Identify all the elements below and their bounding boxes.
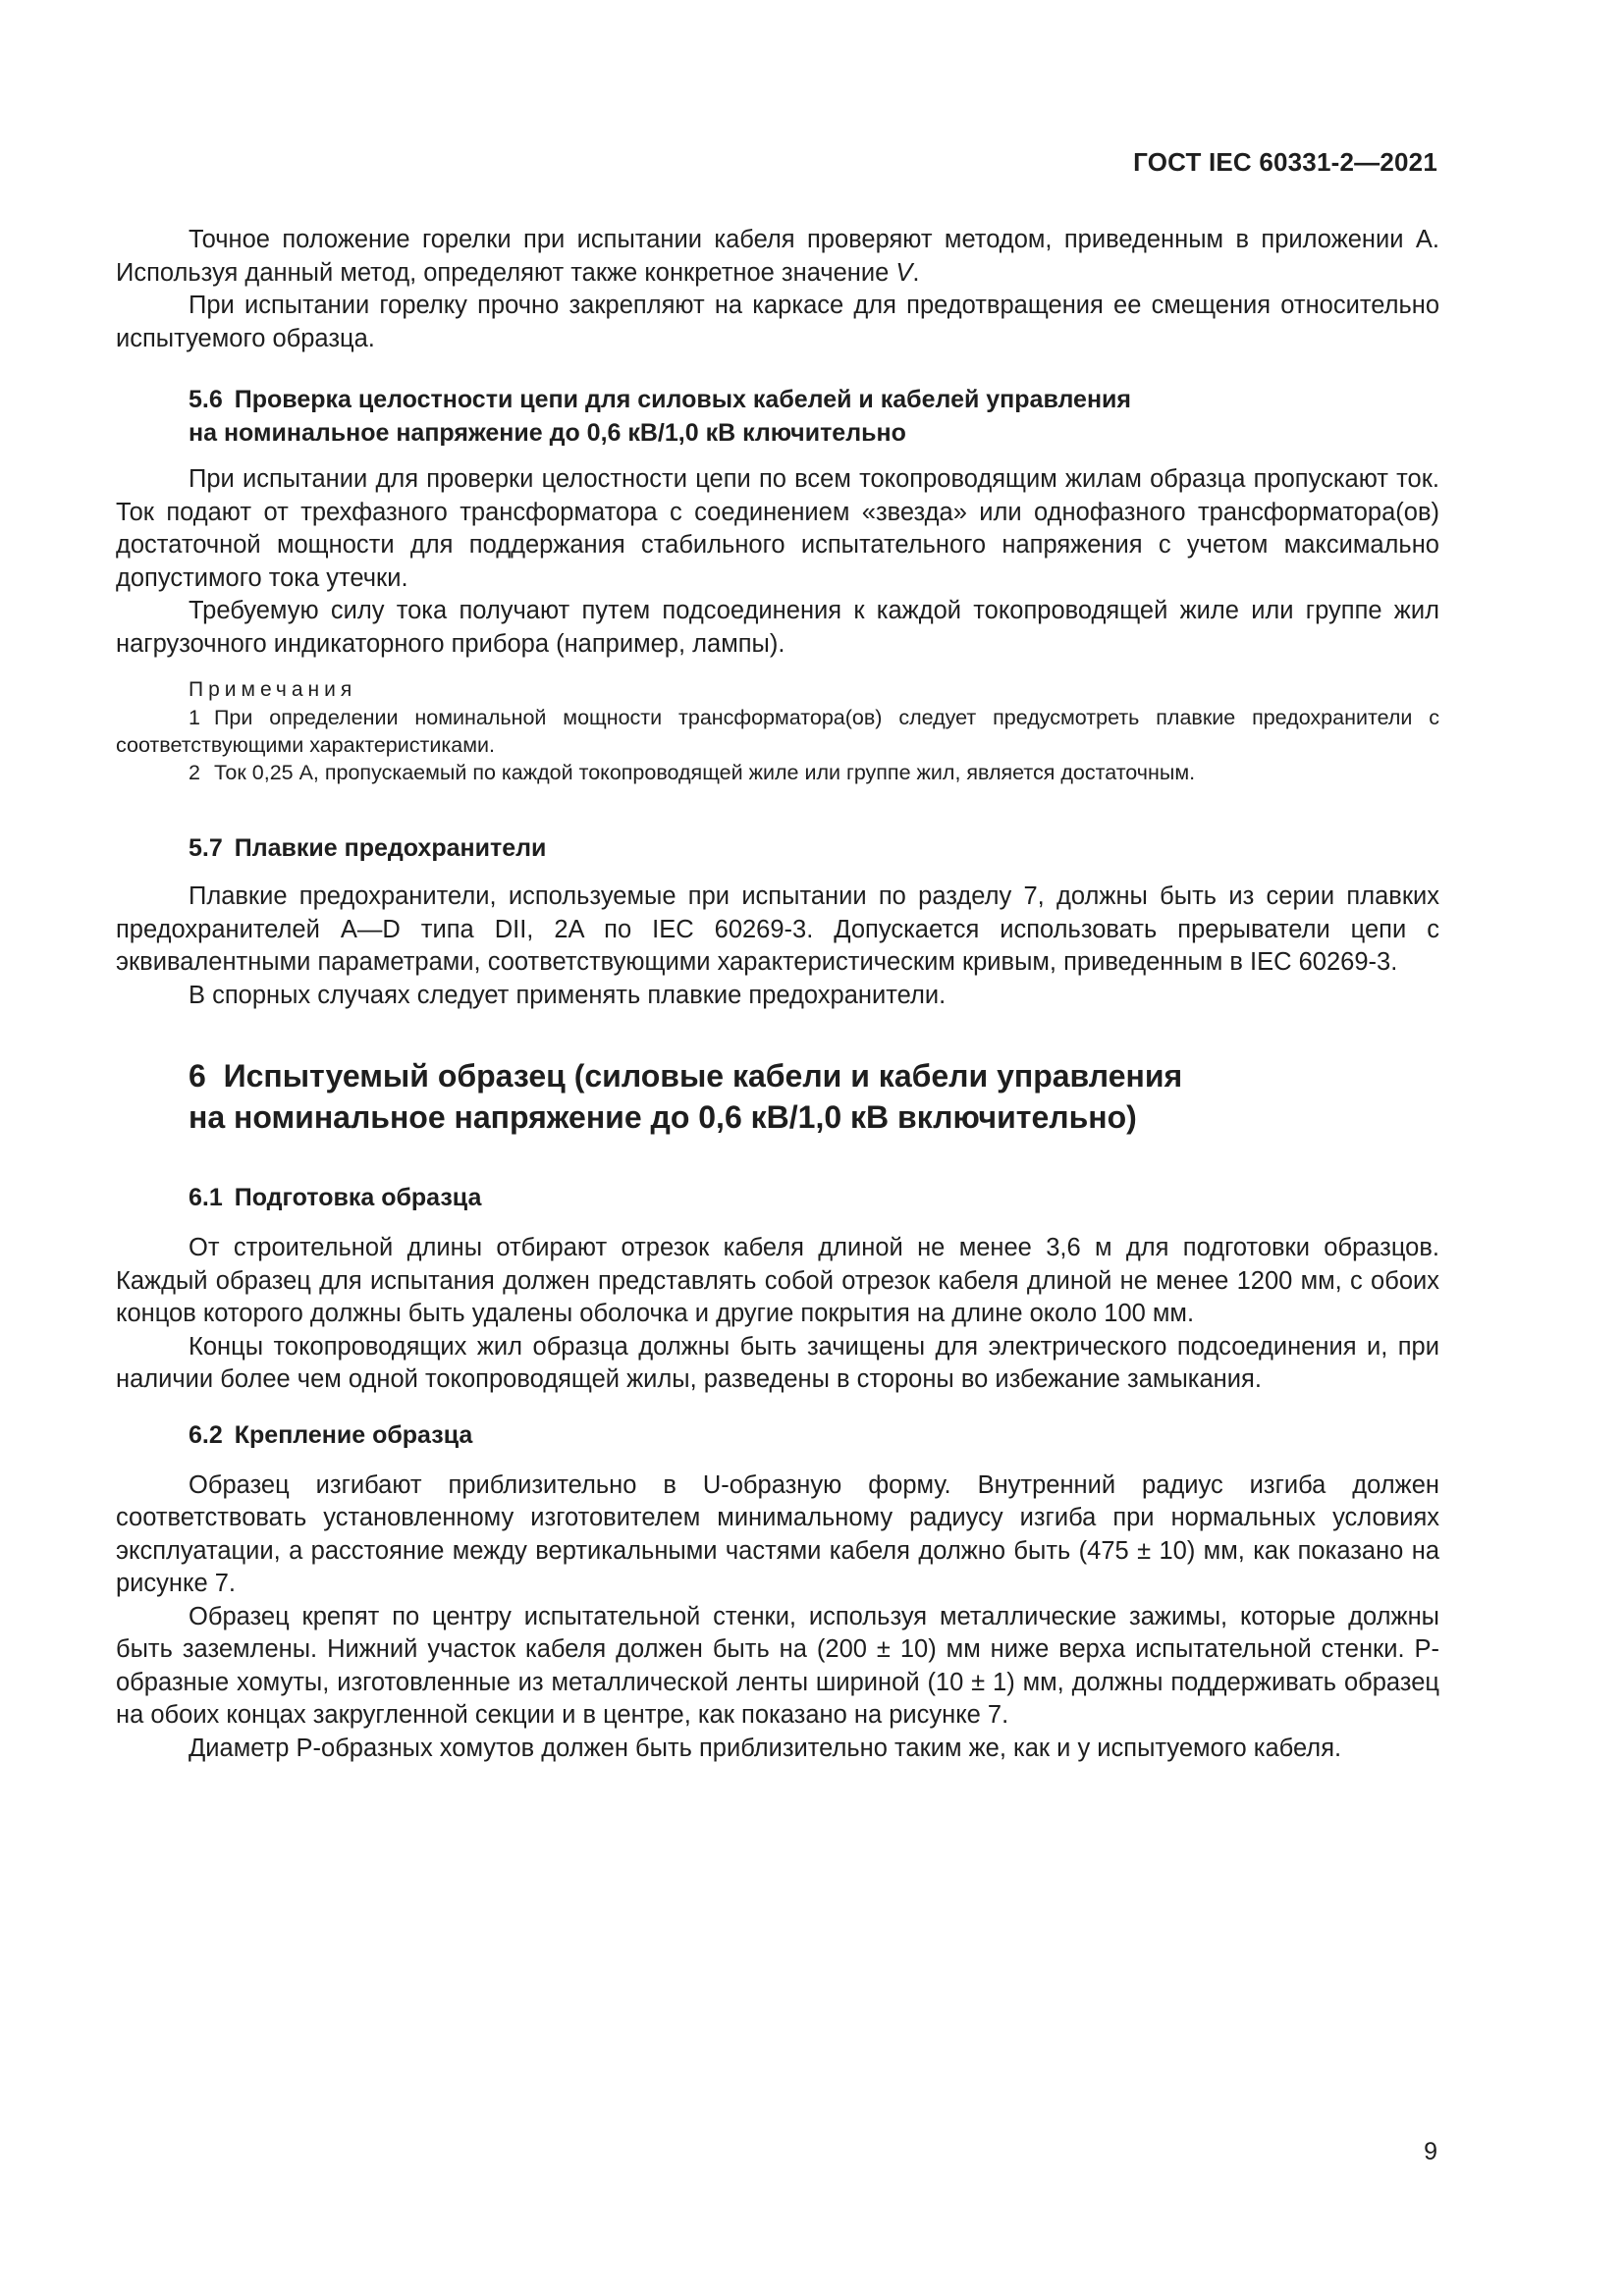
document-id-header: ГОСТ IEC 60331-2—2021 (1133, 147, 1437, 177)
intro-paragraph-2: При испытании горелку прочно закрепляют на каркасе для предотвращения ее смещения относительно испытуемого образца. (116, 292, 1439, 352)
page-number: 9 (1424, 2138, 1437, 2165)
notes-heading: Примечания (189, 678, 357, 701)
section-5-7-number: 5.7 (189, 834, 223, 862)
section-6-1-number: 6.1 (189, 1184, 223, 1211)
section-5-7-heading (116, 831, 1439, 865)
note-1 (116, 704, 1439, 759)
note-1-text: При определении номинальной мощности трансформатора(ов) следует предусмотреть плавкие предохранители с соответствующими характеристиками. (116, 706, 1439, 757)
section-6-title-line2: на номинальное напряжение до 0,6 кВ/1,0 кВ включительно) (189, 1099, 1137, 1135)
section-5-6-title-line2: на номинальное напряжение до 0,6 кВ/1,0 кВ ключительно (189, 419, 906, 447)
section-5-7-paragraph-1: Плавкие предохранители, используемые при испытании по разделу 7, должны быть из серии плавких предохранителей A—D типа DII, 2A по IEC 60269-3. Допускается использовать прерыватели цепи с эквивалентными параметрами, соответствующими характеристическим кривым, приведенным в IEC 60269-3. (116, 882, 1439, 976)
section-6-2-title: Крепление образца (234, 1420, 473, 1449)
intro-p1-text: Точное положение горелки при испытании кабеля проверяют методом, приведенным в приложении А. Используя данный метод, определяют также конкретное значение (116, 226, 1439, 287)
section-6-2-paragraph-2: Образец крепят по центру испытательной стенки, используя металлические зажимы, которые должны быть заземлены. Нижний участок кабеля должен быть на (200 ± 10) мм ниже верха испытательной стенки. Р-образные хомуты, изготовленные из металлической ленты шириной (10 ± 1) мм, должны поддерживать образец на обоих концах закругленной секции и в центре, как показано на рисунке 7. (116, 1602, 1439, 1729)
intro-p1-variable: V (895, 258, 913, 287)
section-5-6-paragraph-1: При испытании для проверки целостности цепи по всем токопроводящим жилам образца пропускают ток. Ток подают от трехфазного трансформатора с соединением «звезда» или однофазного трансформатора(ов) достаточной мощности для поддержания стабильного испытательного напряжения с учетом максимально допустимого тока утечки. (116, 465, 1439, 592)
note-2-number: 2 (189, 761, 200, 784)
section-6-heading (116, 1055, 1439, 1138)
section-5-7-title: Плавкие предохранители (234, 834, 547, 862)
intro-paragraph-1 (116, 224, 1439, 290)
section-5-6-heading (116, 383, 1439, 450)
note-2-text: Ток 0,25 А, пропускаемый по каждой токопроводящей жиле или группе жил, является достаточным. (213, 761, 1196, 784)
intro-p1-end: . (912, 258, 920, 287)
section-6-1-paragraph-1: От строительной длины отбирают отрезок кабеля длиной не менее 3,6 м для подготовки образцов. Каждый образец для испытания должен представлять собой отрезок кабеля длиной не менее 1200 мм, с обоих концов которого должны быть удалены оболочка и другие покрытия на длине около 100 мм. (116, 1234, 1439, 1327)
section-6-title-line1: Испытуемый образец (силовые кабели и кабели управления (223, 1058, 1183, 1094)
section-6-number: 6 (189, 1058, 206, 1094)
section-5-6-number: 5.6 (189, 386, 223, 413)
section-6-2-heading (116, 1418, 1439, 1452)
section-6-2-paragraph-3: Диаметр Р-образных хомутов должен быть приблизительно таким же, как и у испытуемого кабеля. (189, 1734, 1342, 1762)
section-6-1-paragraph-2: Концы токопроводящих жил образца должны быть зачищены для электрического подсоединения и, при наличии более чем одной токопроводящей жилы, разведены в стороны во избежание замыкания. (116, 1332, 1439, 1393)
section-6-1-heading (116, 1181, 1439, 1214)
note-1-number: 1 (189, 706, 200, 729)
page-content (116, 224, 1439, 1765)
section-6-1-title: Подготовка образца (234, 1184, 482, 1211)
section-5-6-paragraph-2: Требуемую силу тока получают путем подсоединения к каждой токопроводящей жиле или группе жил нагрузочного индикаторного прибора (например, лампы). (116, 597, 1439, 658)
section-5-6-title-line1: Проверка целостности цепи для силовых кабелей и кабелей управления (234, 386, 1132, 413)
section-5-7-paragraph-2: В спорных случаях следует применять плавкие предохранители. (189, 981, 947, 1009)
section-6-2-paragraph-1: Образец изгибают приблизительно в U-образную форму. Внутренний радиус изгиба должен соответствовать установленному изготовителем минимальному радиусу изгиба при нормальных условиях эксплуатации, а расстояние между вертикальными частями кабеля должно быть (475 ± 10) мм, как показано на рисунке 7. (116, 1470, 1439, 1597)
section-6-2-number: 6.2 (189, 1420, 223, 1449)
note-2 (116, 759, 1439, 786)
